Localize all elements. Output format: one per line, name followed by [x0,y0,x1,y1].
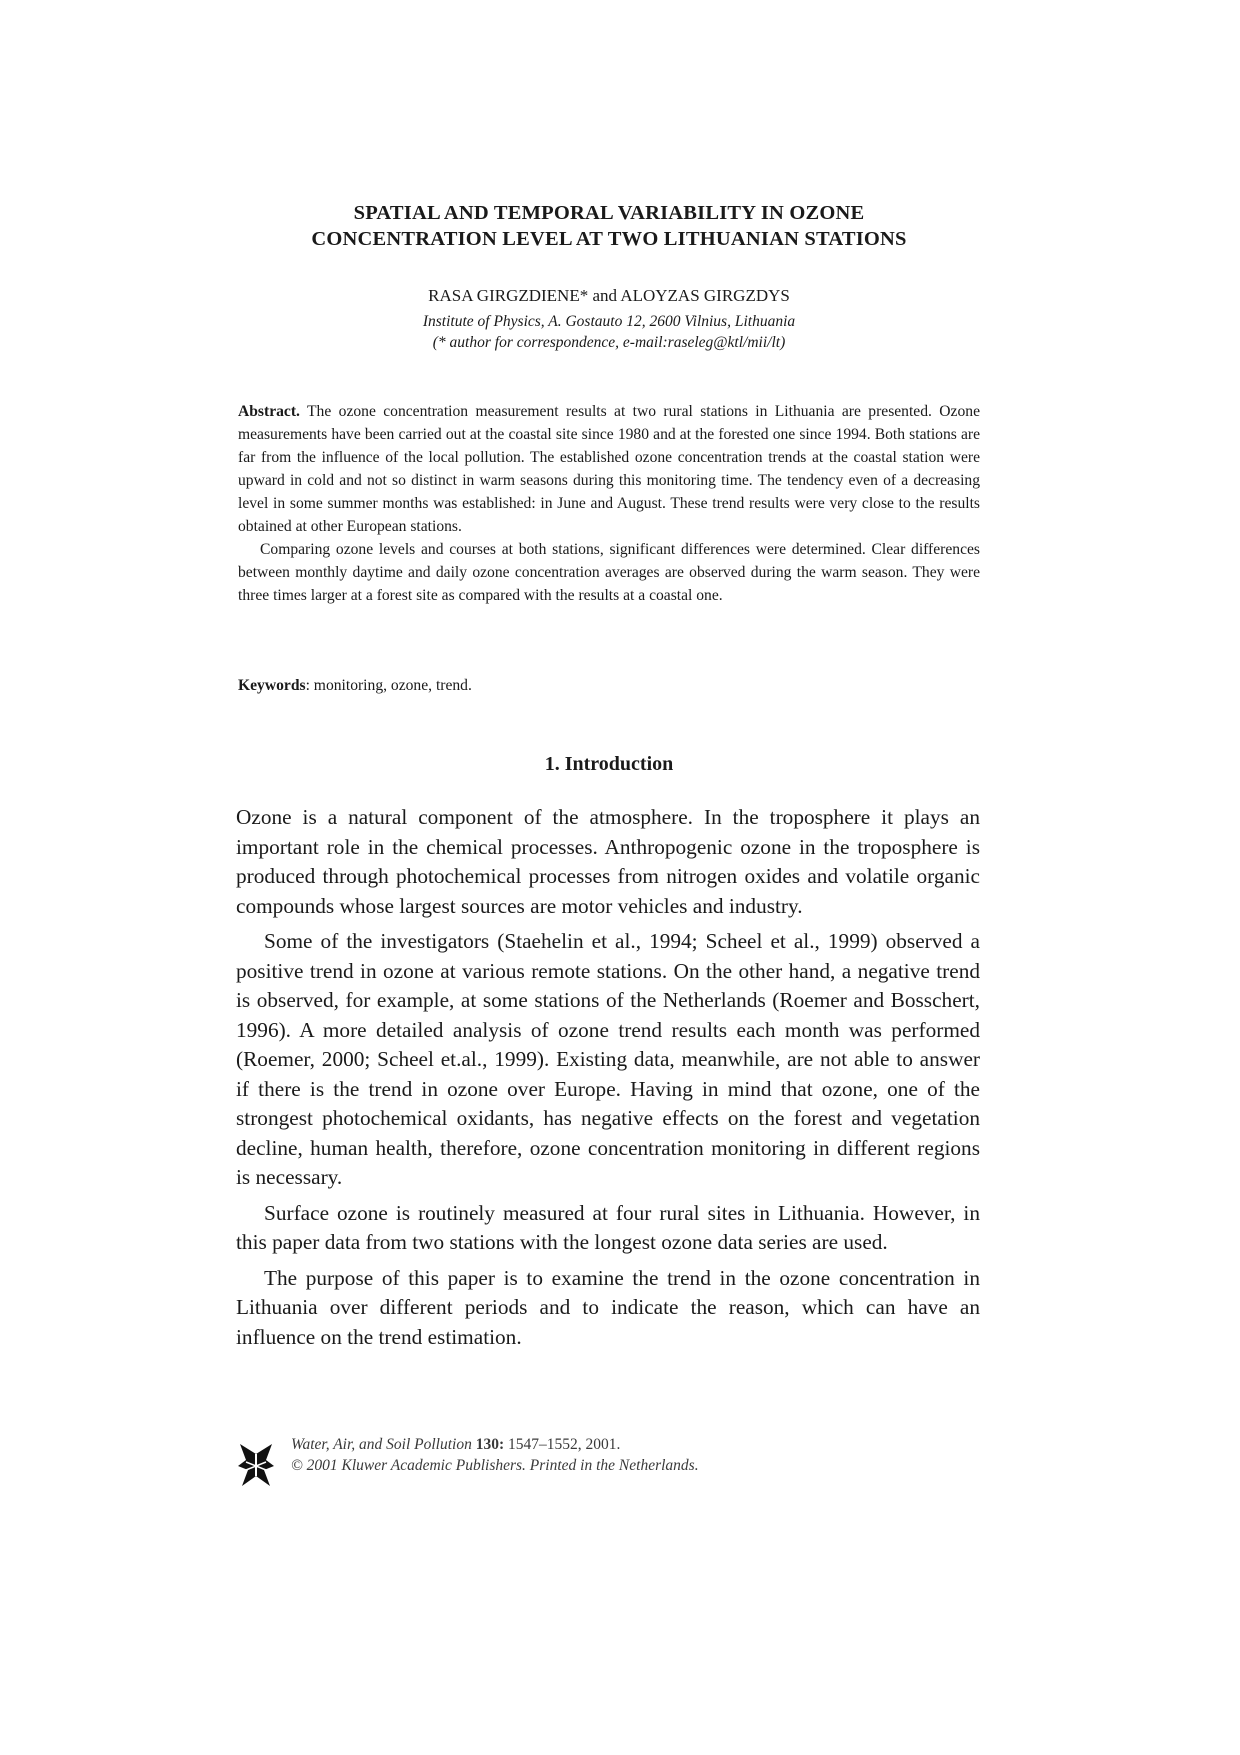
journal-citation [291,1434,699,1455]
affiliation [150,311,1068,353]
copyright-text: © 2001 Kluwer Academic Publishers. Printed in the Netherlands. [291,1457,699,1474]
body-text [236,803,980,1358]
section-heading-introduction: 1. Introduction [544,753,674,775]
copyright-line [291,1455,699,1476]
title-line-1: SPATIAL AND TEMPORAL VARIABILITY IN OZONE [353,202,865,224]
keywords-text: : monitoring, ozone, trend. [305,677,472,694]
journal-volume: 130: [475,1436,505,1453]
body-paragraph-1: Ozone is a natural component of the atmosphere. In the troposphere it plays an important role in the chemical processes. Anthropogenic ozone in the troposphere is produced through photochemical processes from nitrogen oxides and volatile organic compounds whose largest sources are motor vehicles and industry. [236,805,980,918]
affiliation-line-2: (* author for correspondence, e-mail:raseleg@ktl/mii/lt) [432,334,786,351]
abstract-paragraph-2: Comparing ozone levels and courses at both stations, significant differences were determined. Clear differences between monthly daytime and daily ozone concentration averages are observed during the warm season. They were three times larger at a forest site as compared with the results at a coastal one. [238,541,980,604]
keywords-label: Keywords [238,677,306,694]
abstract-paragraph-1 [238,400,980,538]
body-paragraph-3: Surface ozone is routinely measured at four rural sites in Lithuania. However, in this paper data from two stations with the longest ozone data series are used. [236,1200,980,1254]
abstract-text-1: The ozone concentration measurement results at two rural stations in Lithuania are presented. Ozone measurements have been carried out at the coastal site since 1980 and at the forested one since 1994. Both stations are far from the influence of the local pollution. The established ozone concentration trends at the coastal station were upward in cold and not so distinct in warm seasons during this monitoring time. The tendency even of a decreasing level in some summer months was established: in June and August. These trend results were very close to the results obtained at other European stations. [238,403,980,535]
paper-title [150,200,1068,252]
affiliation-line-1: Institute of Physics, A. Gostauto 12, 2600 Vilnius, Lithuania [422,313,796,330]
body-paragraph-2: Some of the investigators (Staehelin et al., 1994; Scheel et al., 1999) observed a positive trend in ozone at various remote stations. On the other hand, a negative trend is observed, for example, at some stations of the Netherlands (Roemer and Bosschert, 1996). A more detailed analysis of ozone trend results each month was performed (Roemer, 2000; Scheel et.al., 1999). Existing data, meanwhile, are not able to answer if there is the trend in ozone over Europe. Having in mind that ozone, one of the strongest photochemical oxidants, has negative effects on the forest and vegetation decline, human health, therefore, ozone concentration monitoring in different regions is necessary. [236,929,980,1189]
publisher-logo-icon [236,1440,276,1490]
keywords [238,674,980,697]
journal-name: Water, Air, and Soil Pollution [291,1436,472,1453]
body-paragraph-4: The purpose of this paper is to examine the trend in the ozone concentration in Lithuania over different periods and to indicate the reason, which can have an influence on the trend estimation. [236,1265,980,1349]
journal-pages: 1547–1552, 2001. [504,1436,621,1453]
title-line-2: CONCENTRATION LEVEL AT TWO LITHUANIAN STATIONS [311,228,907,250]
authors: RASA GIRGZDIENE* and ALOYZAS GIRGZDYS [428,286,790,305]
abstract-label: Abstract. [238,403,300,420]
footer-citation [291,1434,699,1476]
publication-footer [236,1434,996,1514]
abstract [238,400,980,607]
